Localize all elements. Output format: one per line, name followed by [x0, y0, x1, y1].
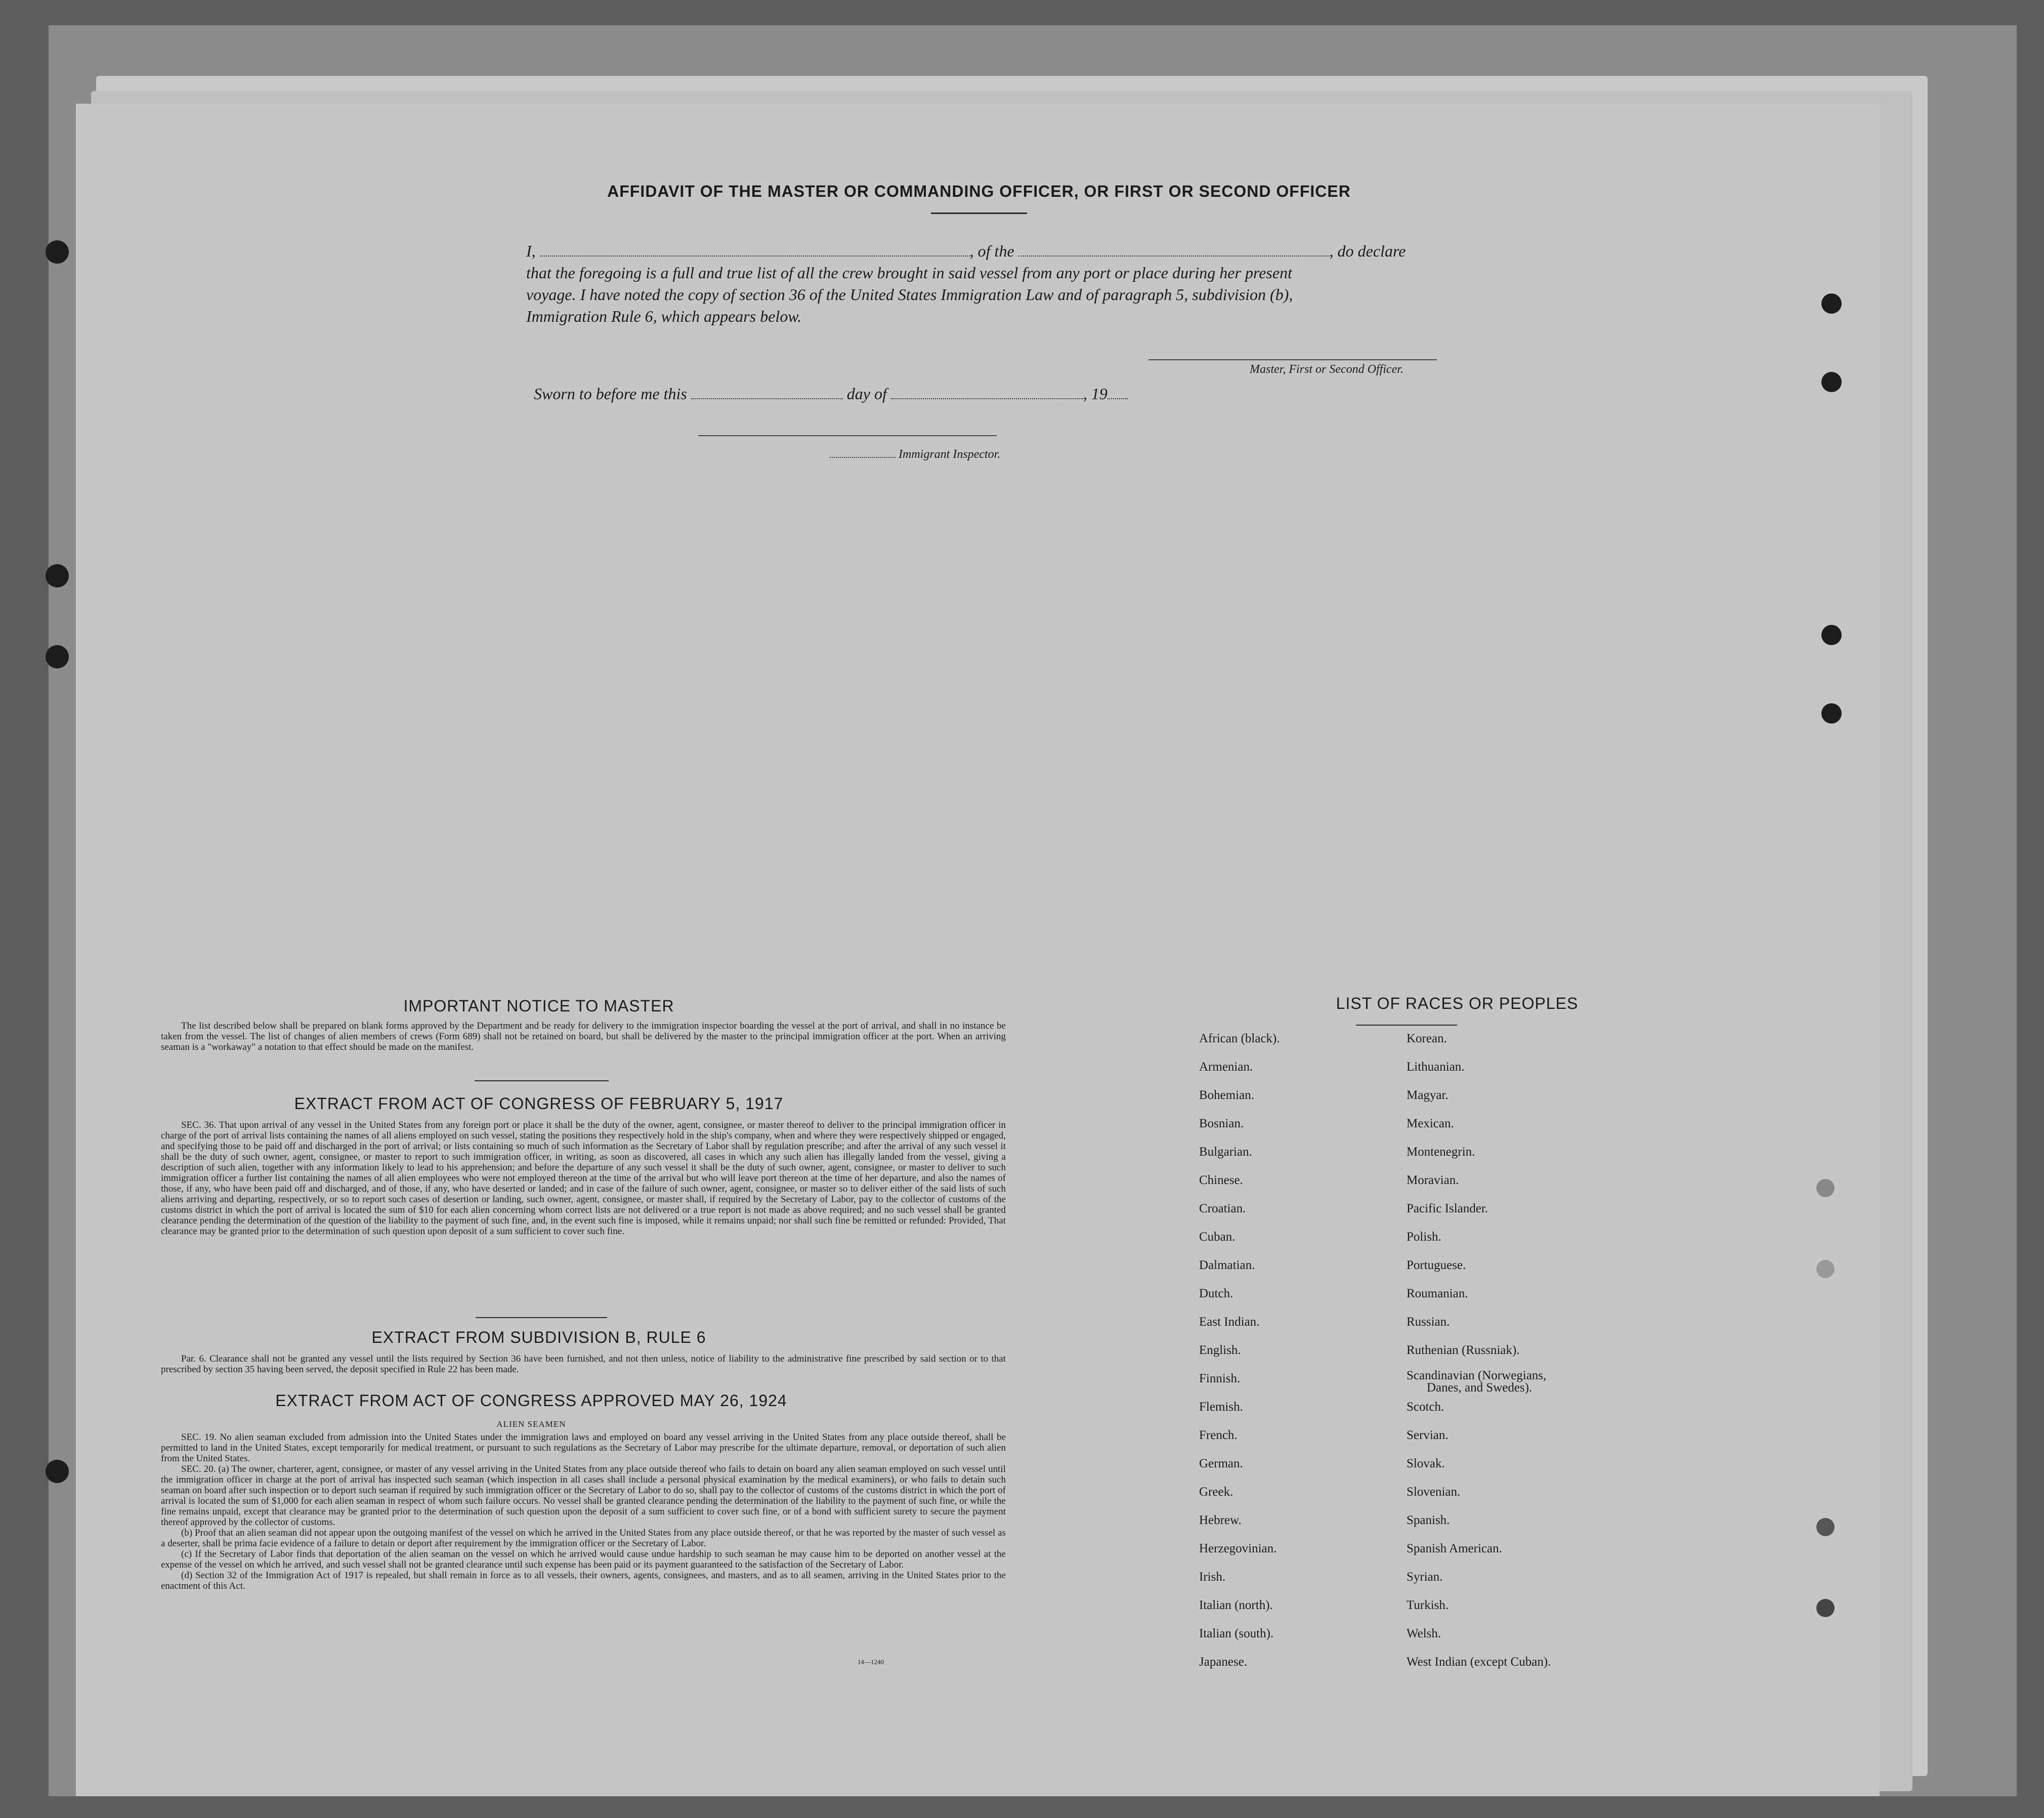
inspector-signature-line[interactable] [698, 435, 997, 436]
race-right-item: Ruthenian (Russniak). [1407, 1343, 1520, 1357]
race-right-item: Roumanian. [1407, 1287, 1468, 1300]
race-left-item: English. [1199, 1343, 1241, 1357]
race-right-item: Welsh. [1407, 1627, 1441, 1640]
notice-title: IMPORTANT NOTICE TO MASTER [403, 997, 674, 1015]
race-right-item: Turkish. [1407, 1598, 1449, 1612]
affidavit-title: AFFIDAVIT OF THE MASTER OR COMMANDING OFFICER, OR FIRST OR SECOND OFFICER [607, 182, 1351, 200]
race-right-item: Spanish American. [1407, 1542, 1502, 1555]
affidavit-body [526, 240, 1553, 327]
punch-hole-icon [46, 1460, 69, 1483]
race-left-item: Armenian. [1199, 1060, 1253, 1074]
race-right-item: Russian. [1407, 1315, 1450, 1329]
sworn-line [534, 383, 1293, 405]
race-left-item: Bosnian. [1199, 1117, 1244, 1130]
affidavit-line: Immigration Rule 6, which appears below. [526, 307, 802, 325]
punch-hole-icon [1816, 1260, 1835, 1278]
race-left-item: Flemish. [1199, 1400, 1243, 1414]
race-left-item: Greek. [1199, 1485, 1233, 1499]
name-field[interactable] [540, 242, 970, 257]
section-rule [476, 1317, 607, 1318]
master-signature-line[interactable] [1148, 359, 1437, 360]
affidavit-do-declare: , do declare [1329, 242, 1406, 260]
race-left-item: Italian (north). [1199, 1598, 1273, 1612]
punch-hole-icon [1821, 293, 1842, 314]
punch-hole-icon [1816, 1518, 1835, 1536]
race-left-item: French. [1199, 1428, 1238, 1442]
race-left-item: Italian (south). [1199, 1627, 1274, 1640]
sworn-year-field[interactable] [1108, 385, 1128, 399]
inspector-signature-label [830, 448, 1000, 461]
alien-seamen-subtitle: ALIEN SEAMEN [496, 1419, 566, 1429]
section-rule [475, 1080, 609, 1081]
affidavit-line: voyage. I have noted the copy of section 36 of the United States Immigration Law and of paragraph 5, subdivision (b), [526, 285, 1293, 304]
notice-text: The list described below shall be prepared on blank forms approved by the Department and be ready for delivery to the immigration inspector boarding the vessel at the port of arrival, and shall in no instance be taken from the vessel. The list of changes of alien members of crews (Form 689) shall not be retained on board, but shall be delivered by the master to the principal immigration officer at the port. When an arriving seaman is a "workaway" a notation to that effect should be made on the manifest. [161, 1021, 1006, 1052]
race-right-item: Servian. [1407, 1428, 1449, 1442]
race-right-item: Mexican. [1407, 1117, 1454, 1130]
race-right-item: Korean. [1407, 1032, 1447, 1045]
master-signature-label: Master, First or Second Officer. [1250, 363, 1403, 376]
affidavit-line: that the foregoing is a full and true list of all the crew brought in said vessel from any port or place during her present [526, 264, 1292, 282]
race-right-item: Portuguese. [1407, 1258, 1466, 1272]
sworn-day-field[interactable] [691, 385, 843, 399]
race-right-item: Slovenian. [1407, 1485, 1461, 1499]
race-right-item: Moravian. [1407, 1173, 1459, 1187]
punch-hole-icon [1821, 372, 1842, 392]
punch-hole-icon [46, 564, 69, 587]
year-text: , 19 [1083, 385, 1108, 403]
race-right-item: Syrian. [1407, 1570, 1443, 1584]
race-right-item: Scandinavian (Norwegians, [1407, 1369, 1547, 1382]
document-page [76, 104, 1880, 1796]
race-right-item: Scotch. [1407, 1400, 1444, 1414]
race-right-item: Polish. [1407, 1230, 1441, 1244]
race-right-item: Danes, and Swedes). [1427, 1381, 1532, 1394]
inspector-label-text: Immigrant Inspector. [899, 448, 1001, 461]
punch-hole-icon [46, 645, 69, 668]
race-left-item: Japanese. [1199, 1655, 1248, 1669]
sworn-month-field[interactable] [891, 385, 1083, 399]
race-left-item: Hebrew. [1199, 1513, 1242, 1527]
rule6-title: EXTRACT FROM SUBDIVISION B, RULE 6 [371, 1328, 706, 1346]
race-right-item: West Indian (except Cuban). [1407, 1655, 1551, 1669]
extract-1924-title: EXTRACT FROM ACT OF CONGRESS APPROVED MAY 26, 1924 [275, 1391, 787, 1410]
race-left-item: Irish. [1199, 1570, 1226, 1584]
race-right-item: Slovak. [1407, 1457, 1445, 1470]
race-left-item: German. [1199, 1457, 1243, 1470]
race-right-item: Magyar. [1407, 1088, 1449, 1102]
affidavit-i: I, [526, 242, 536, 260]
sworn-text: Sworn to before me this [534, 385, 687, 403]
punch-hole-icon [1816, 1599, 1835, 1617]
extract-1924-text: SEC. 19. No alien seaman excluded from admission into the United States under the immigration laws and employed on board any vessel arriving in the United States from any place outside thereof, shall be permitted to land in the United States, except temporarily for medical treatment, or pursuant to such regulations as the Secretary of Labor may prescribe for the ultimate departure, removal, or deportation of such alien from the United States. SEC. 20. (a) The owner, charterer, agent, consignee, or master of any vessel arriving in the United States from any place outside thereof who fails to detain on board any alien seaman employed on such vessel until the immigration officer in charge at the port of arrival has inspected such seaman (which inspection in all cases shall include a personal physical examination by the medical examiners), or who fails to detain such seaman on board after such inspection or to deport such seaman if required by such immigration officer or the Secretary of Labor to do so, shall pay to the collector of customs of the customs district in which the port of arrival is located the sum of $1,000 for each alien seaman in respect of whom such failure occurs. No vessel shall be granted clearance pending the determination of the liability to the payment of such fine, or while the fine remains unpaid, except that clearance may be granted prior to the determination of such question upon the deposit of a sum sufficient to cover such fine, or of a bond with sufficient surety to secure the payment thereof approved by the collector of customs. (b) Proof that an alien seaman did not appear upon the outgoing manifest of the vessel on which he arrived in the United States from any place outside thereof, or that he was reported by the master of such vessel as a deserter, shall be prima facie evidence of a failure to detain or deport after requirement by the immigration officer or the Secretary of Labor. (c) If the Secretary of Labor finds that deportation of the alien seaman on the vessel on which he arrived would cause undue hardship to such seaman he may cause him to be deported on another vessel at the expense of the vessel on which he arrived, and such vessel shall not be granted clearance until such expense has been paid or its payment guaranteed to the satisfaction of the Secretary of Labor. (d) Section 32 of the Immigration Act of 1917 is repealed, but shall remain in force as to all vessels, their owners, agents, consignees, and masters, and as to all seamen, arriving in the United States prior to the enactment of this Act. [161, 1432, 1006, 1591]
race-right-item: Pacific Islander. [1407, 1202, 1488, 1215]
race-right-item: Montenegrin. [1407, 1145, 1475, 1159]
vessel-field[interactable] [1018, 242, 1330, 257]
title-rule [931, 213, 1027, 214]
race-left-item: Chinese. [1199, 1173, 1243, 1187]
race-left-item: Dutch. [1199, 1287, 1233, 1300]
form-number: 14—1240 [858, 1658, 884, 1666]
punch-hole-icon [1821, 703, 1842, 724]
extract-1917-text: SEC. 36. That upon arrival of any vessel in the United States from any foreign port or place it shall be the duty of the owner, agent, consignee, or master thereof to deliver to the principal immigration officer in charge of the port of arrival lists containing the names of all aliens employed on such vessel, stating the positions they respectively hold in the ship's company, when and where they were respectively shipped or engaged, and specifying those to be paid off and discharged in the port of arrival; or lists containing so much of such information as the Secretary of Labor shall by regulation prescribe; and after the arrival of any such vessel it shall be the duty of such owner, agent, consignee, or master to report to such immigration officer, in writing, as soon as discovered, all cases in which any such alien has illegally landed from the vessel, giving a description of such alien, together with any information likely to lead to his apprehension; and before the departure of any such vessel it shall be the duty of such owner, agent, consignee, or master to deliver to such immigration officer a further list containing the names of all alien employees who were not employed thereon at the time of the arrival but who will leave port thereon at the time of her departure, and also the names of those, if any, who have been paid off and discharged, and of those, if any, who have deserted or landed; and in case of the failure of such owner, agent, consignee, or master so to deliver either of the said lists of such aliens arriving and departing, respectively, or so to report such cases of desertion or landing, such owner, agent, consignee, or master shall, if required by the Secretary of Labor, pay to the collector of customs of the customs district in which the port of arrival is located the sum of $10 for each alien concerning whom correct lists are not delivered or a true report is not made as above required; and no such vessel shall be granted clearance pending the determination of the question of the liability to the payment of such fine, and, in the event such fine is imposed, while it remains unpaid; nor shall such fine be remitted or refunded: Provided, That clearance may be granted prior to the determination of such question upon deposit of a sum sufficient to cover such fine. [161, 1120, 1006, 1237]
punch-hole-icon [46, 240, 69, 264]
race-left-item: Bohemian. [1199, 1088, 1255, 1102]
race-left-item: Bulgarian. [1199, 1145, 1252, 1159]
punch-hole-icon [1821, 625, 1842, 645]
affidavit-of-the: , of the [969, 242, 1014, 260]
extract-1917-title: EXTRACT FROM ACT OF CONGRESS OF FEBRUARY 5, 1917 [294, 1094, 784, 1113]
race-left-item: Finnish. [1199, 1372, 1241, 1385]
race-right-item: Spanish. [1407, 1513, 1450, 1527]
rule6-text: Par. 6. Clearance shall not be granted any vessel until the lists required by Section 36 have been furnished, and not then unless, notice of liability to the administrative fine prescribed by said section or to that prescribed by section 35 having been served, the deposit specified in Rule 22 has been made. [161, 1354, 1006, 1375]
race-left-item: Cuban. [1199, 1230, 1236, 1244]
day-of-text: day of [846, 385, 887, 403]
punch-hole-icon [1816, 1179, 1835, 1197]
race-left-item: Croatian. [1199, 1202, 1246, 1215]
race-left-item: African (black). [1199, 1032, 1280, 1045]
races-title: LIST OF RACES OR PEOPLES [1336, 994, 1579, 1012]
race-left-item: Herzegovinian. [1199, 1542, 1277, 1555]
race-left-item: Dalmatian. [1199, 1258, 1255, 1272]
race-right-item: Lithuanian. [1407, 1060, 1465, 1074]
race-left-item: East Indian. [1199, 1315, 1260, 1329]
section-rule [1356, 1025, 1457, 1026]
